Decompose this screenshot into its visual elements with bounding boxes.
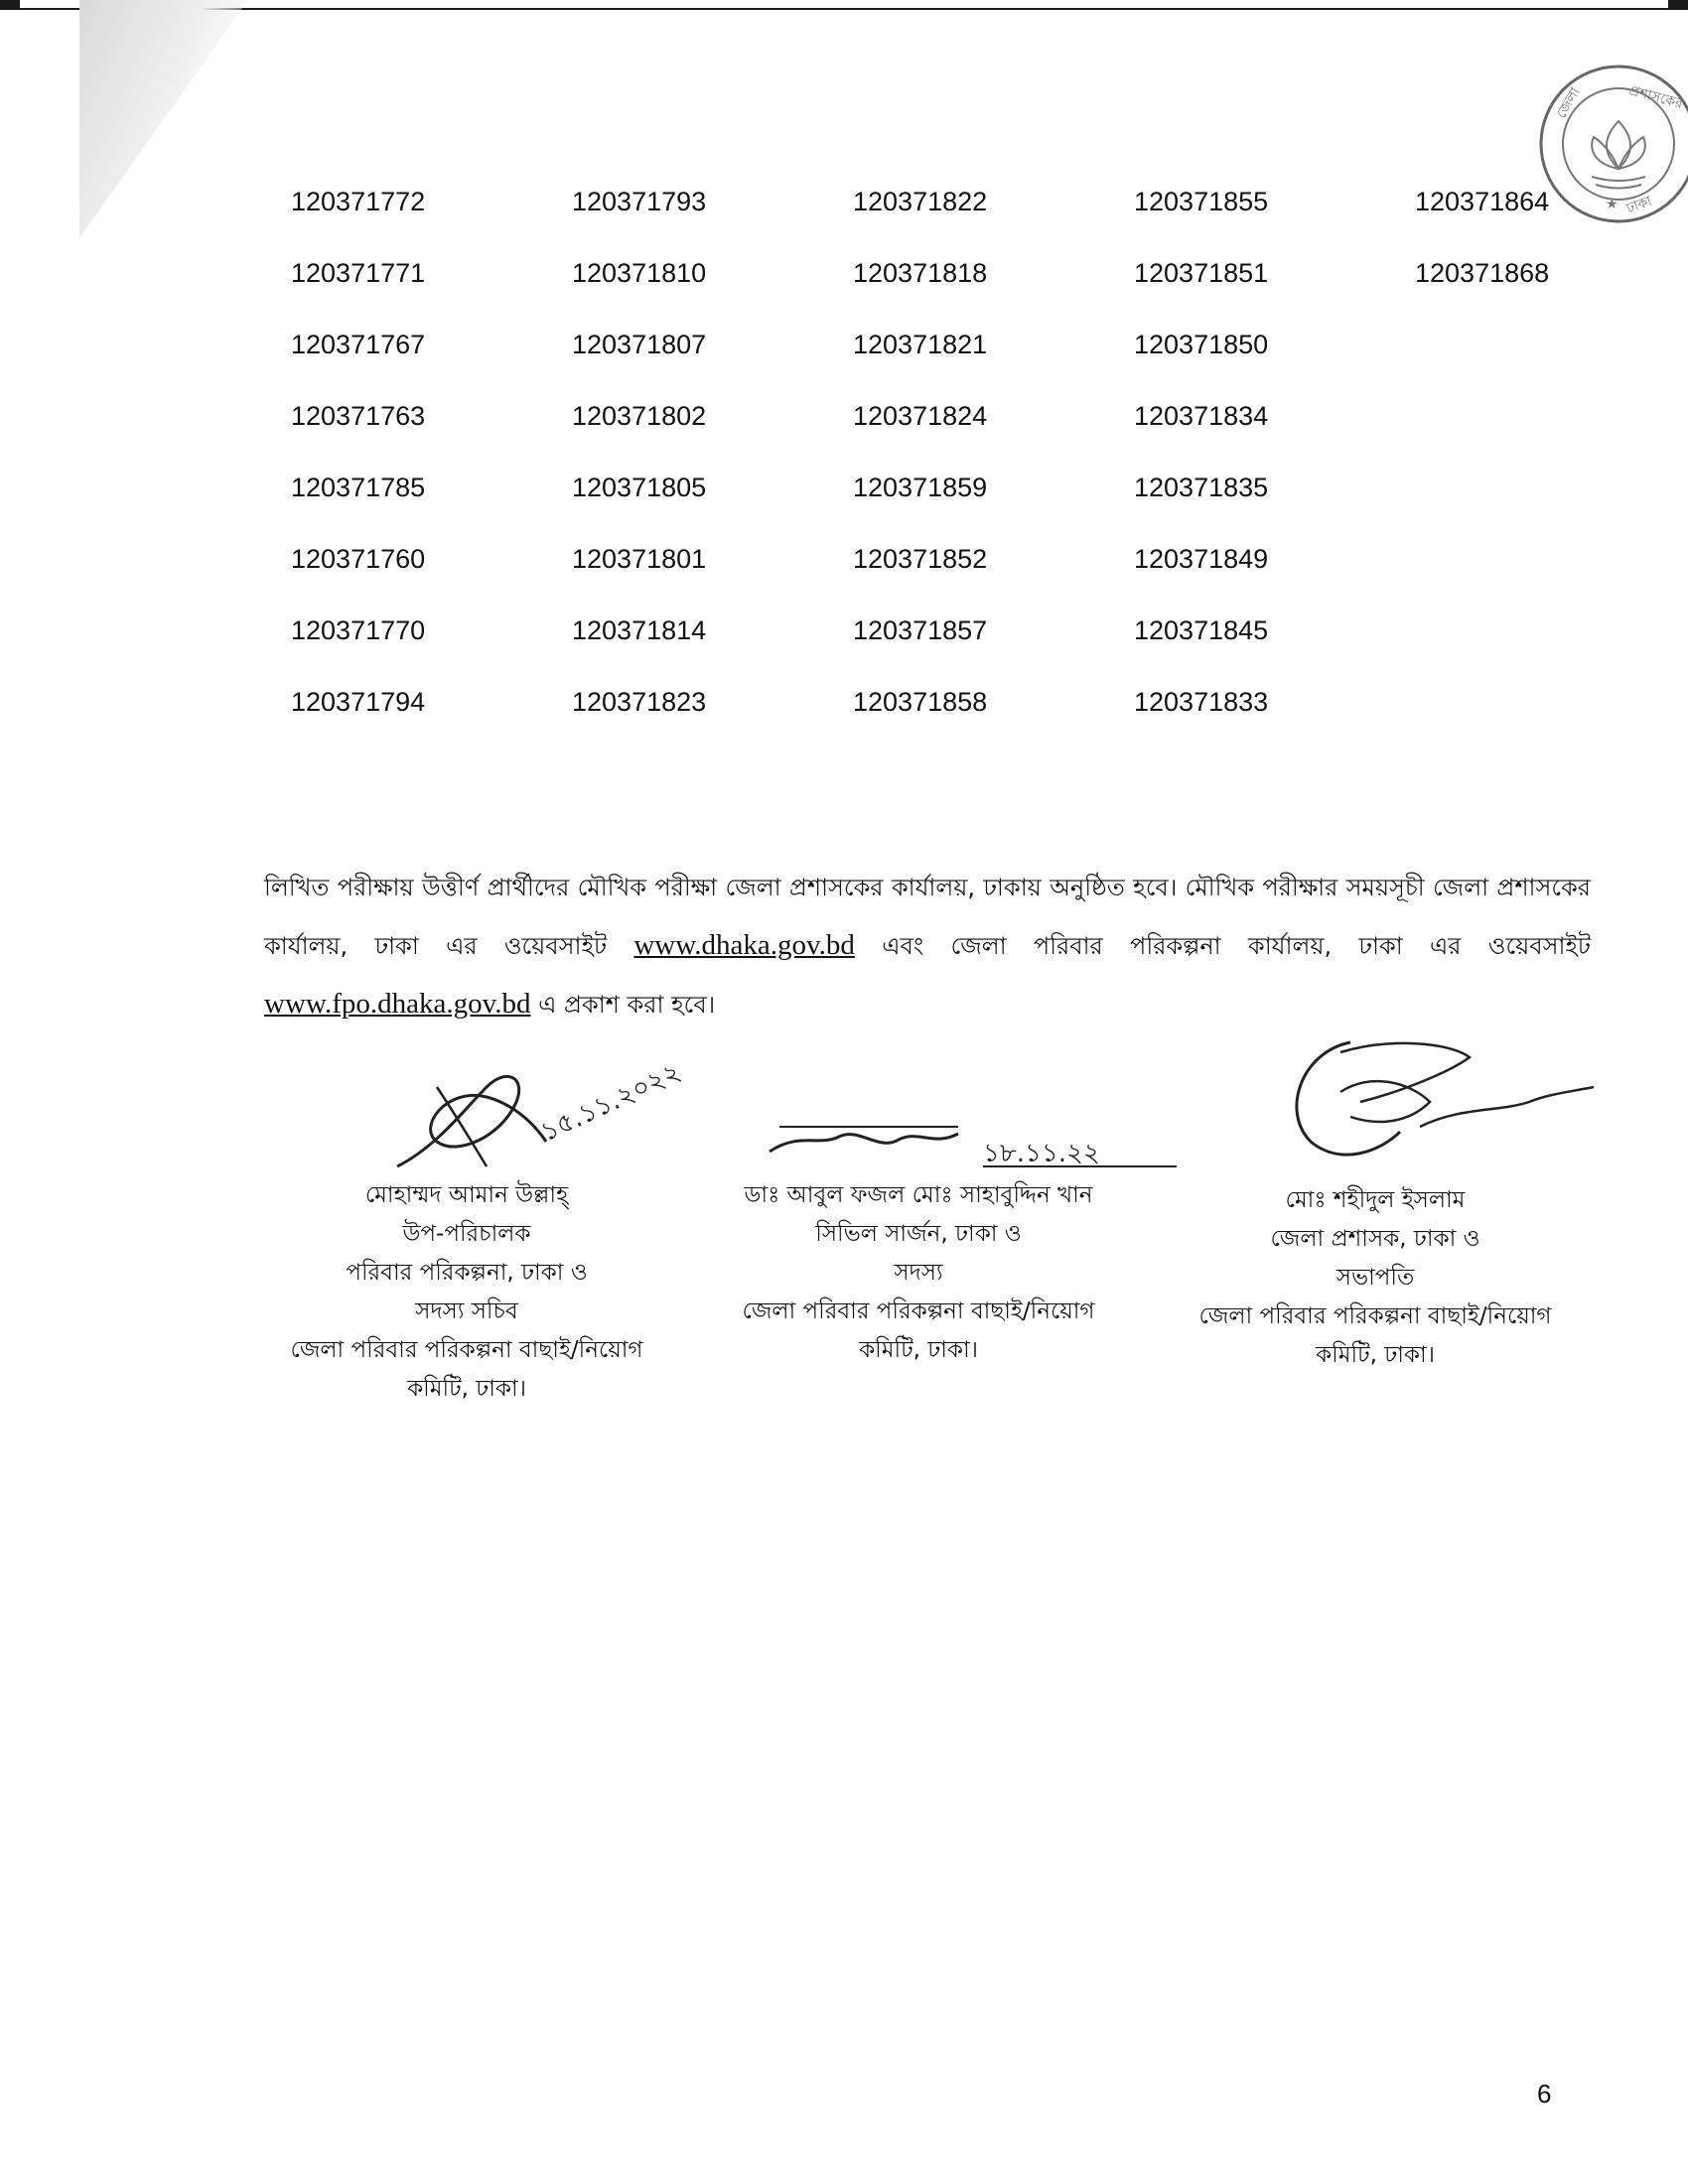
svg-text:১৮.১১.২২: ১৮.১১.২২ xyxy=(983,1139,1100,1168)
svg-text:জেলা: জেলা xyxy=(1553,84,1584,121)
roll-number: 120371859 xyxy=(853,473,988,502)
roll-number-grid xyxy=(291,187,1592,758)
svg-text:★: ★ xyxy=(1606,197,1618,212)
signatory-1-line: কমিটি, ঢাকা। xyxy=(407,1376,526,1402)
roll-number: 120371763 xyxy=(291,401,426,431)
notice-paragraph xyxy=(264,859,1591,1033)
svg-text:প্রশাসকের: প্রশাসকের xyxy=(1626,82,1685,113)
signatory-1-line: পরিবার পরিকল্পনা, ঢাকা ও xyxy=(346,1260,588,1286)
scan-top-edge-gap xyxy=(20,0,1668,8)
roll-number: 120371857 xyxy=(853,615,988,645)
folded-corner-shadow xyxy=(79,0,248,238)
signatory-1 xyxy=(248,1176,685,1409)
signatory-3-name: মোঃ শহীদুল ইসলাম xyxy=(1285,1187,1466,1213)
notice-text-part3: এ প্রকাশ করা হবে। xyxy=(538,991,716,1019)
signatory-3-line: কমিটি, ঢাকা। xyxy=(1316,1342,1435,1368)
roll-number: 120371767 xyxy=(291,330,426,359)
roll-number: 120371785 xyxy=(291,473,426,502)
page-number: 6 xyxy=(1537,2079,1552,2109)
roll-number: 120371852 xyxy=(853,544,988,574)
roll-number: 120371802 xyxy=(572,401,707,431)
roll-number: 120371801 xyxy=(572,544,707,574)
signatory-3-line: সভাপতি xyxy=(1336,1265,1415,1291)
roll-number: 120371822 xyxy=(853,187,988,216)
roll-number: 120371818 xyxy=(853,258,988,288)
roll-number: 120371771 xyxy=(291,258,426,288)
roll-number: 120371810 xyxy=(572,258,707,288)
roll-number xyxy=(1415,687,1614,758)
roll-number: 120371814 xyxy=(572,615,707,645)
roll-number: 120371835 xyxy=(1134,473,1269,502)
roll-number: 120371772 xyxy=(291,187,426,216)
roll-number xyxy=(1415,401,1614,473)
svg-text:১৫.১১.২০২২: ১৫.১১.২০২২ xyxy=(536,1057,686,1149)
roll-number: 120371855 xyxy=(1134,187,1269,216)
roll-number: 120371807 xyxy=(572,330,707,359)
roll-number: 120371793 xyxy=(572,187,707,216)
signatory-3 xyxy=(1157,1181,1594,1375)
signatory-2-line: সদস্য xyxy=(894,1260,943,1286)
signatory-2-line: সিভিল সার্জন, ঢাকা ও xyxy=(815,1221,1022,1247)
roll-number: 120371834 xyxy=(1134,401,1269,431)
signatory-2-name: ডাঃ আবুল ফজল মোঃ সাহাবুদ্দিন খান xyxy=(744,1182,1093,1208)
roll-number: 120371821 xyxy=(853,330,988,359)
signatory-1-line: উপ-পরিচালক xyxy=(402,1221,531,1247)
signature-2-icon xyxy=(760,1112,1196,1181)
signatory-2-line: কমিটি, ঢাকা। xyxy=(859,1337,978,1363)
roll-number xyxy=(1415,473,1614,544)
roll-number: 120371849 xyxy=(1134,544,1269,574)
signatory-1-line: জেলা পরিবার পরিকল্পনা বাছাই/নিয়োগ xyxy=(290,1337,643,1363)
dhaka-website-link[interactable]: www.dhaka.gov.bd xyxy=(633,929,855,961)
roll-number xyxy=(1415,330,1614,401)
roll-number: 120371833 xyxy=(1134,687,1269,717)
signature-1-icon xyxy=(377,1047,695,1196)
signatory-1-name: মোহাম্মদ আমান উল্লাহ্ xyxy=(364,1182,569,1208)
signatory-1-line: সদস্য সচিব xyxy=(415,1298,518,1324)
roll-number: 120371864 xyxy=(1415,187,1550,216)
roll-number: 120371824 xyxy=(853,401,988,431)
svg-text:ঢাকা: ঢাকা xyxy=(1623,193,1654,217)
roll-number: 120371858 xyxy=(853,687,988,717)
signatory-2 xyxy=(700,1176,1137,1370)
fpo-website-link[interactable]: www.fpo.dhaka.gov.bd xyxy=(264,988,531,1020)
roll-number: 120371868 xyxy=(1415,258,1550,288)
roll-number xyxy=(1415,544,1614,615)
roll-number xyxy=(1415,615,1614,687)
roll-number: 120371760 xyxy=(291,544,426,574)
roll-number: 120371823 xyxy=(572,687,707,717)
notice-text-part1: লিখিত পরীক্ষায় উত্তীর্ণ প্রার্থীদের মৌখিক পরীক্ষা জেলা প্রশাসকের কার্যালয়, ঢাকায় অনুষ্ঠিত হবে। মৌখিক পরীক্ষার সময়সূচী জেলা প্রশাসকের কার্যালয়, ঢাকা এর ওয়েবসাইট xyxy=(264,874,1591,960)
signature-3-icon xyxy=(1281,1032,1609,1171)
signatory-3-line: জেলা প্রশাসক, ঢাকা ও xyxy=(1270,1226,1480,1252)
roll-number: 120371845 xyxy=(1134,615,1269,645)
roll-number: 120371794 xyxy=(291,687,426,717)
roll-number: 120371850 xyxy=(1134,330,1269,359)
roll-number: 120371851 xyxy=(1134,258,1269,288)
roll-number: 120371805 xyxy=(572,473,707,502)
notice-text-part2: এবং জেলা পরিবার পরিকল্পনা কার্যালয়, ঢাকা এর ওয়েবসাইট xyxy=(882,932,1591,960)
roll-number: 120371770 xyxy=(291,615,426,645)
signatory-3-line: জেলা পরিবার পরিকল্পনা বাছাই/নিয়োগ xyxy=(1198,1303,1552,1329)
signatory-2-line: জেলা পরিবার পরিকল্পনা বাছাই/নিয়োগ xyxy=(742,1298,1095,1324)
